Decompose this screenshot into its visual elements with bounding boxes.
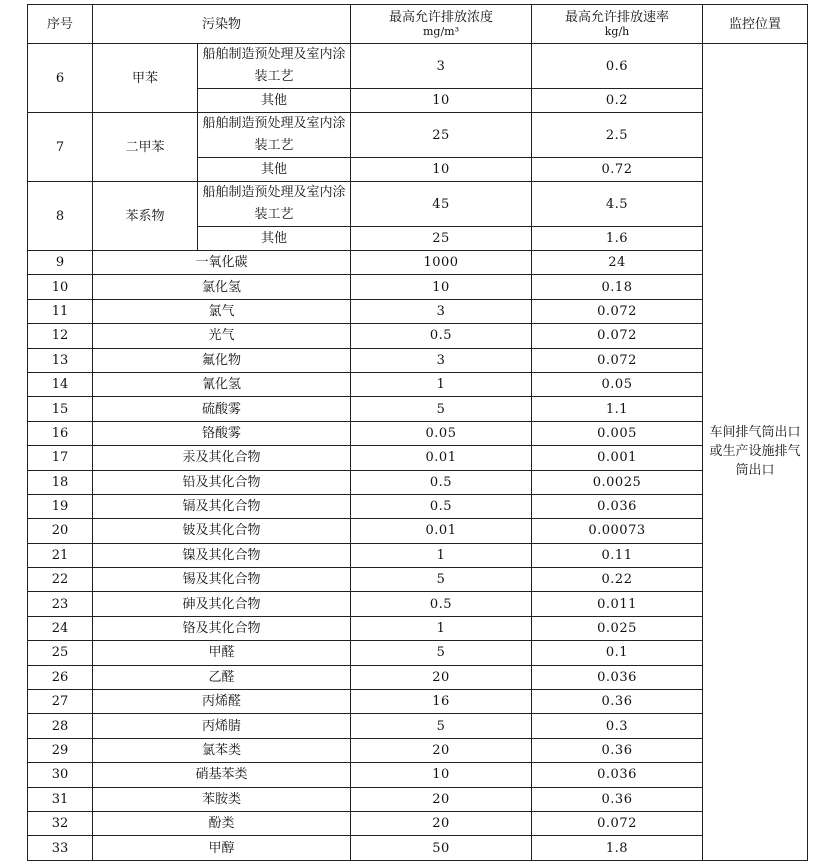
header-concentration-label: 最高允许排放浓度 (388, 10, 493, 25)
table-row (28, 592, 808, 616)
concentration-cell: 0.01 (351, 446, 532, 470)
table-row (28, 787, 808, 811)
table-row (28, 182, 808, 227)
pollutant-cell: 丙烯醛 (93, 690, 351, 714)
pollutant-cell: 甲醛 (93, 641, 351, 665)
pollutant-cell: 铬及其化合物 (93, 616, 351, 640)
table-row (28, 251, 808, 275)
concentration-cell: 3 (351, 348, 532, 372)
concentration-cell: 0.05 (351, 421, 532, 445)
header-row (28, 5, 808, 44)
concentration-cell: 5 (351, 641, 532, 665)
pollutant-cell: 苯系物 (93, 182, 198, 251)
concentration-cell: 1 (351, 372, 532, 396)
table-row (28, 299, 808, 323)
concentration-cell: 5 (351, 714, 532, 738)
header-rate-label: 最高允许排放速率 (564, 10, 669, 25)
concentration-cell: 25 (351, 113, 532, 158)
header-concentration-unit: mg/m³ (422, 25, 460, 38)
concentration-cell: 1 (351, 543, 532, 567)
concentration-cell: 1000 (351, 251, 532, 275)
table-row (28, 836, 808, 860)
rate-cell: 1.8 (532, 836, 703, 860)
seq-cell: 33 (28, 836, 93, 860)
table-row (28, 543, 808, 567)
pollutant-cell: 硝基苯类 (93, 763, 351, 787)
seq-cell: 12 (28, 324, 93, 348)
concentration-cell: 0.01 (351, 519, 532, 543)
table-row (28, 446, 808, 470)
pollutant-cell: 铅及其化合物 (93, 470, 351, 494)
pollutant-cell: 光气 (93, 324, 351, 348)
rate-cell: 0.22 (532, 568, 703, 592)
concentration-cell: 10 (351, 763, 532, 787)
process-cell: 船舶制造预处理及室内涂装工艺 (198, 44, 351, 89)
rate-cell: 24 (532, 251, 703, 275)
seq-cell: 7 (28, 113, 93, 182)
seq-cell: 18 (28, 470, 93, 494)
pollutant-cell: 甲醇 (93, 836, 351, 860)
seq-cell: 17 (28, 446, 93, 470)
seq-cell: 22 (28, 568, 93, 592)
rate-cell: 0.00073 (532, 519, 703, 543)
concentration-cell: 16 (351, 690, 532, 714)
seq-cell: 29 (28, 738, 93, 762)
concentration-cell: 10 (351, 158, 532, 182)
pollutant-cell: 汞及其化合物 (93, 446, 351, 470)
rate-cell: 0.072 (532, 299, 703, 323)
table-row (28, 421, 808, 445)
table-row (28, 714, 808, 738)
process-cell: 其他 (198, 158, 351, 182)
seq-cell: 11 (28, 299, 93, 323)
concentration-cell: 0.5 (351, 592, 532, 616)
concentration-cell: 50 (351, 836, 532, 860)
process-cell: 其他 (198, 89, 351, 113)
rate-cell: 2.5 (532, 113, 703, 158)
table-row (28, 470, 808, 494)
seq-cell: 15 (28, 397, 93, 421)
concentration-cell: 10 (351, 275, 532, 299)
seq-cell: 6 (28, 44, 93, 113)
rate-cell: 0.3 (532, 714, 703, 738)
header-monitor: 监控位置 (703, 5, 808, 44)
rate-cell: 0.072 (532, 348, 703, 372)
pollutant-cell: 丙烯腈 (93, 714, 351, 738)
table-row (28, 811, 808, 835)
seq-cell: 20 (28, 519, 93, 543)
table-row (28, 324, 808, 348)
seq-cell: 19 (28, 494, 93, 518)
monitor-location-cell: 车间排气筒出口或生产设施排气筒出口 (703, 44, 808, 861)
table-row (28, 113, 808, 158)
table-row (28, 397, 808, 421)
concentration-cell: 0.5 (351, 324, 532, 348)
seq-cell: 8 (28, 182, 93, 251)
table-row (28, 641, 808, 665)
table-row (28, 494, 808, 518)
rate-cell: 0.36 (532, 690, 703, 714)
table-row (28, 738, 808, 762)
seq-cell: 26 (28, 665, 93, 689)
pollutant-cell: 砷及其化合物 (93, 592, 351, 616)
seq-cell: 23 (28, 592, 93, 616)
concentration-cell: 20 (351, 787, 532, 811)
rate-cell: 0.72 (532, 158, 703, 182)
concentration-cell: 1 (351, 616, 532, 640)
table-row (28, 44, 808, 89)
seq-cell: 9 (28, 251, 93, 275)
concentration-cell: 20 (351, 811, 532, 835)
pollutant-cell: 镉及其化合物 (93, 494, 351, 518)
rate-cell: 0.072 (532, 324, 703, 348)
rate-cell: 0.6 (532, 44, 703, 89)
emission-limits-table (27, 4, 808, 861)
rate-cell: 0.072 (532, 811, 703, 835)
rate-cell: 0.11 (532, 543, 703, 567)
seq-cell: 32 (28, 811, 93, 835)
seq-cell: 14 (28, 372, 93, 396)
seq-cell: 30 (28, 763, 93, 787)
rate-cell: 0.1 (532, 641, 703, 665)
process-cell: 其他 (198, 227, 351, 251)
pollutant-cell: 苯胺类 (93, 787, 351, 811)
pollutant-cell: 铍及其化合物 (93, 519, 351, 543)
concentration-cell: 10 (351, 89, 532, 113)
pollutant-cell: 氯苯类 (93, 738, 351, 762)
process-cell: 船舶制造预处理及室内涂装工艺 (198, 113, 351, 158)
table-row (28, 568, 808, 592)
pollutant-cell: 镍及其化合物 (93, 543, 351, 567)
header-rate-unit: kg/h (604, 25, 630, 38)
rate-cell: 0.011 (532, 592, 703, 616)
table-row (28, 690, 808, 714)
pollutant-cell: 氟化物 (93, 348, 351, 372)
pollutant-cell: 乙醛 (93, 665, 351, 689)
rate-cell: 0.05 (532, 372, 703, 396)
rate-cell: 0.036 (532, 494, 703, 518)
header-concentration (351, 5, 532, 44)
concentration-cell: 25 (351, 227, 532, 251)
table-row (28, 665, 808, 689)
rate-cell: 0.001 (532, 446, 703, 470)
concentration-cell: 20 (351, 665, 532, 689)
table-row (28, 763, 808, 787)
table-row (28, 519, 808, 543)
process-cell: 船舶制造预处理及室内涂装工艺 (198, 182, 351, 227)
pollutant-cell: 甲苯 (93, 44, 198, 113)
concentration-cell: 20 (351, 738, 532, 762)
table-row (28, 372, 808, 396)
rate-cell: 0.025 (532, 616, 703, 640)
rate-cell: 0.18 (532, 275, 703, 299)
rate-cell: 1.6 (532, 227, 703, 251)
seq-cell: 27 (28, 690, 93, 714)
concentration-cell: 5 (351, 568, 532, 592)
pollutant-cell: 铬酸雾 (93, 421, 351, 445)
seq-cell: 24 (28, 616, 93, 640)
pollutant-cell: 锡及其化合物 (93, 568, 351, 592)
pollutant-cell: 硫酸雾 (93, 397, 351, 421)
seq-cell: 31 (28, 787, 93, 811)
rate-cell: 0.0025 (532, 470, 703, 494)
seq-cell: 16 (28, 421, 93, 445)
rate-cell: 4.5 (532, 182, 703, 227)
seq-cell: 10 (28, 275, 93, 299)
pollutant-cell: 氯气 (93, 299, 351, 323)
concentration-cell: 3 (351, 44, 532, 89)
pollutant-cell: 氰化氢 (93, 372, 351, 396)
pollutant-cell: 二甲苯 (93, 113, 198, 182)
pollutant-cell: 酚类 (93, 811, 351, 835)
rate-cell: 0.036 (532, 763, 703, 787)
pollutant-cell: 氯化氢 (93, 275, 351, 299)
concentration-cell: 0.5 (351, 470, 532, 494)
concentration-cell: 5 (351, 397, 532, 421)
seq-cell: 25 (28, 641, 93, 665)
rate-cell: 0.2 (532, 89, 703, 113)
pollutant-cell: 一氧化碳 (93, 251, 351, 275)
table-row (28, 275, 808, 299)
header-seq: 序号 (28, 5, 93, 44)
rate-cell: 0.005 (532, 421, 703, 445)
table-row (28, 616, 808, 640)
concentration-cell: 3 (351, 299, 532, 323)
header-rate (532, 5, 703, 44)
concentration-cell: 0.5 (351, 494, 532, 518)
rate-cell: 0.036 (532, 665, 703, 689)
seq-cell: 21 (28, 543, 93, 567)
table-row (28, 348, 808, 372)
header-pollutant: 污染物 (93, 5, 351, 44)
concentration-cell: 45 (351, 182, 532, 227)
rate-cell: 0.36 (532, 787, 703, 811)
rate-cell: 0.36 (532, 738, 703, 762)
seq-cell: 28 (28, 714, 93, 738)
rate-cell: 1.1 (532, 397, 703, 421)
seq-cell: 13 (28, 348, 93, 372)
